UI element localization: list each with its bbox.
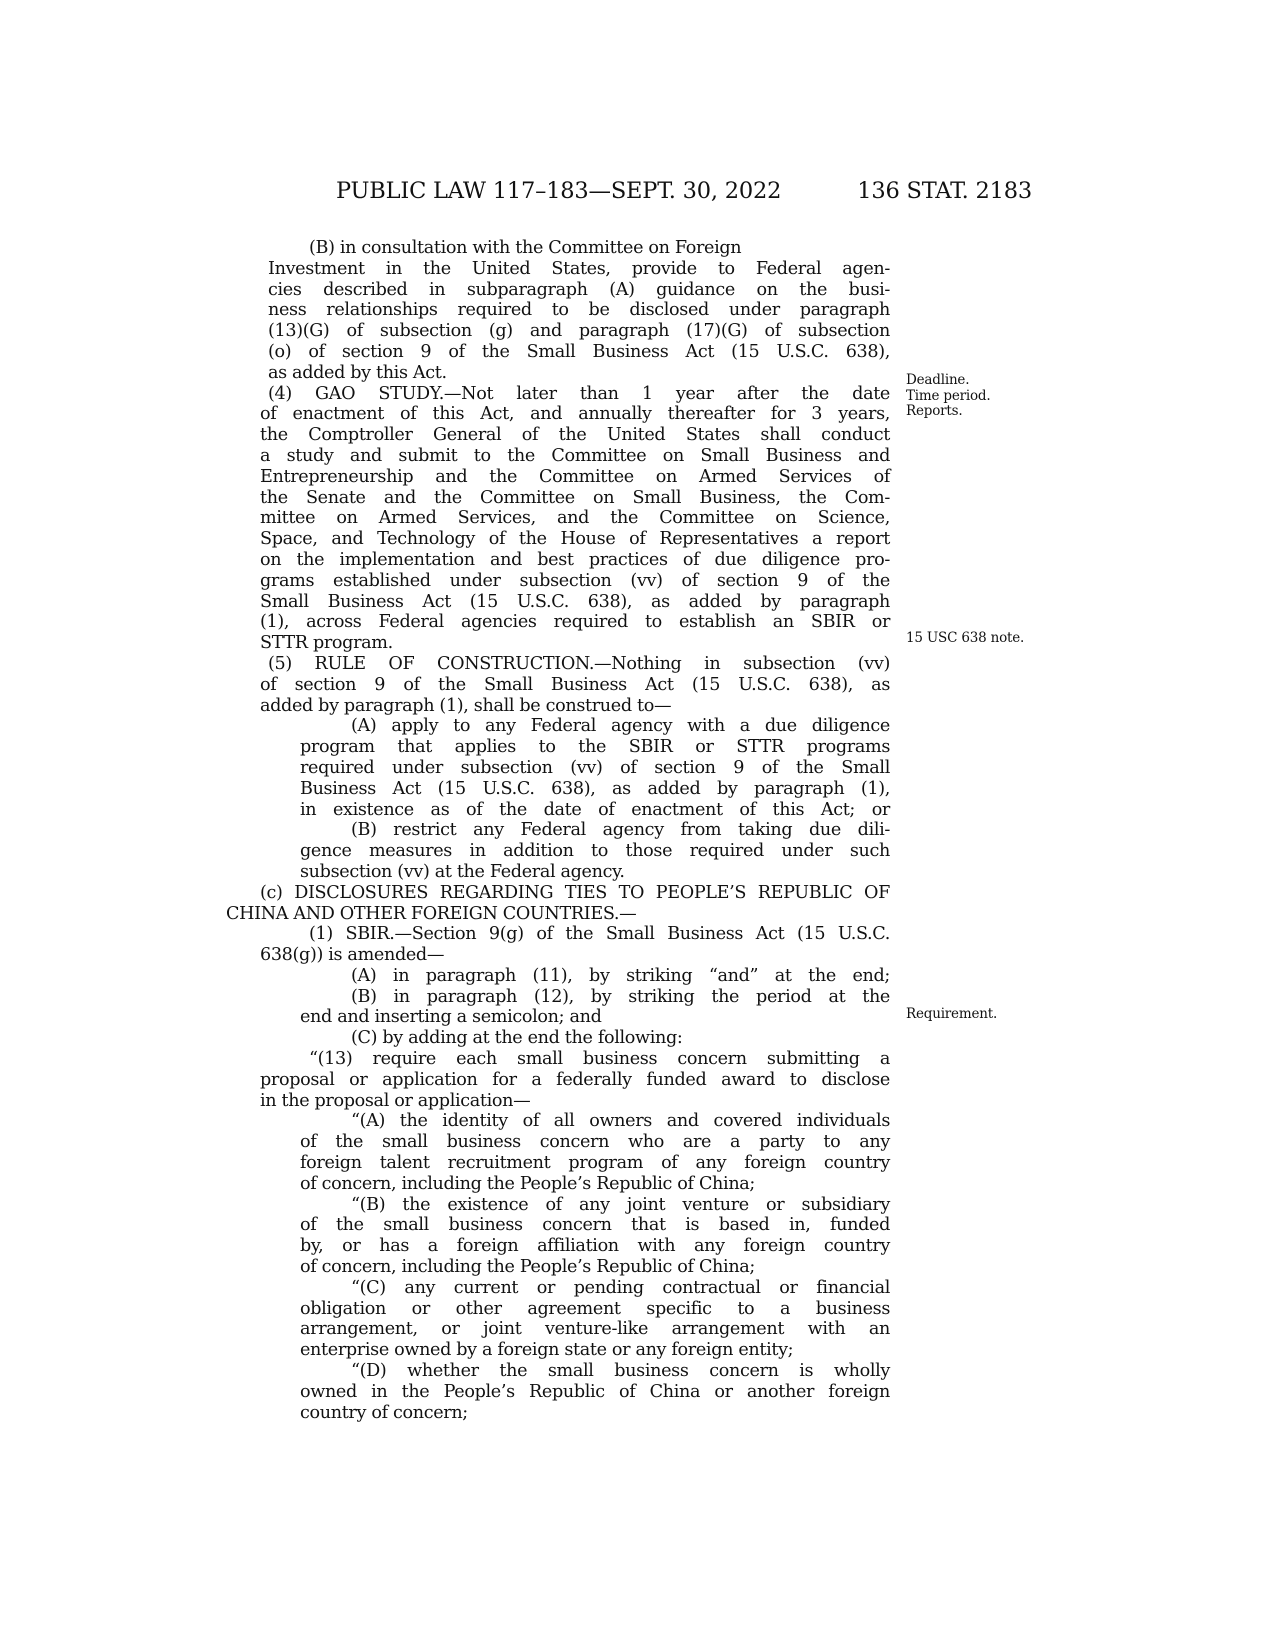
text-line: required under subsection (vv) of section 9 of the Small	[300, 757, 890, 778]
text-line: (A) in paragraph (11), by striking “and” at the end;	[351, 965, 890, 986]
text-line: STTR program.	[260, 633, 393, 654]
text-line: the Comptroller General of the United States shall conduct	[260, 425, 890, 446]
text-line: Business Act (15 U.S.C. 638), as added by paragraph (1),	[300, 778, 890, 799]
text-line: (4) GAO STUDY.—Not later than 1 year after the date	[268, 383, 890, 404]
margin-note-line: 15 USC 638 note.	[906, 630, 1025, 646]
law-title: PUBLIC LAW 117–183—SEPT. 30, 2022	[336, 178, 782, 204]
text-line: foreign talent recruitment program of any foreign country	[300, 1153, 890, 1174]
text-line: gence measures in addition to those required under such	[300, 841, 890, 862]
text-line: (1) SBIR.—Section 9(g) of the Small Business Act (15 U.S.C.	[309, 924, 890, 945]
text-line: “(C) any current or pending contractual or financial	[351, 1277, 890, 1298]
text-line: as added by this Act.	[268, 362, 447, 383]
margin-note-line: Deadline.	[906, 372, 970, 388]
text-line: enterprise owned by a foreign state or any foreign entity;	[300, 1340, 794, 1361]
text-line: (5) RULE OF CONSTRUCTION.—Nothing in subsection (vv)	[268, 653, 890, 674]
text-line: a study and submit to the Committee on Small Business and	[260, 445, 890, 466]
text-line: subsection (vv) at the Federal agency.	[300, 861, 625, 882]
text-line: “(A) the identity of all owners and covered individuals	[351, 1111, 890, 1132]
section-heading: CHINA AND OTHER FOREIGN COUNTRIES.—	[226, 903, 637, 924]
text-line: (B) in paragraph (12), by striking the period at the	[351, 986, 890, 1007]
margin-note-usc	[906, 631, 1036, 647]
document-body	[226, 238, 890, 1423]
text-line: grams established under subsection (vv) of section 9 of the	[260, 570, 890, 591]
text-line: Space, and Technology of the House of Representatives a report	[260, 529, 890, 550]
text-line: country of concern;	[300, 1402, 468, 1423]
text-line: end and inserting a semicolon; and	[300, 1007, 602, 1028]
margin-note-deadline	[906, 373, 1036, 420]
text-line: of concern, including the People’s Republic of China;	[300, 1173, 756, 1194]
text-line: “(D) whether the small business concern is wholly	[351, 1361, 890, 1382]
text-line: of section 9 of the Small Business Act (15 U.S.C. 638), as	[260, 674, 890, 695]
text-line: “(B) the existence of any joint venture or subsidiary	[351, 1194, 890, 1215]
text-line: added by paragraph (1), shall be construed to—	[260, 695, 672, 716]
text-line: in existence as of the date of enactment of this Act; or	[300, 799, 890, 820]
text-line: obligation or other agreement specific to a business	[300, 1298, 890, 1319]
text-line: cies described in subparagraph (A) guidance on the busi-	[268, 279, 890, 300]
text-line: owned in the People’s Republic of China or another foreign	[300, 1381, 890, 1402]
text-line: (1), across Federal agencies required to establish an SBIR or	[260, 612, 890, 633]
text-line: Small Business Act (15 U.S.C. 638), as added by paragraph	[260, 591, 890, 612]
text-line: 638(g)) is amended—	[260, 945, 445, 966]
margin-note-line: Reports.	[906, 403, 963, 419]
text-line: on the implementation and best practices of due diligence pro-	[260, 549, 890, 570]
text-line: proposal or application for a federally funded award to disclose	[260, 1069, 890, 1090]
section-heading: (c) DISCLOSURES REGARDING TIES TO PEOPLE’S REPUBLIC OF	[260, 882, 890, 903]
text-line: of concern, including the People’s Republic of China;	[300, 1257, 756, 1278]
margin-note-requirement	[906, 1007, 1036, 1023]
text-line: the Senate and the Committee on Small Business, the Com-	[260, 487, 890, 508]
text-line: Entrepreneurship and the Committee on Armed Services of	[260, 466, 890, 487]
text-line: “(13) require each small business concern submitting a	[309, 1049, 890, 1070]
page-header	[336, 178, 1032, 218]
text-line: in the proposal or application—	[260, 1090, 531, 1111]
statute-page-number: 136 STAT. 2183	[857, 178, 1032, 204]
margin-note-line: Time period.	[906, 387, 991, 404]
text-line: program that applies to the SBIR or STTR programs	[300, 737, 890, 758]
text-line: (B) in consultation with the Committee on Foreign	[309, 238, 742, 258]
text-line: by, or has a foreign affiliation with any foreign country	[300, 1236, 890, 1257]
text-line: (A) apply to any Federal agency with a due diligence	[351, 716, 890, 737]
text-line: mittee on Armed Services, and the Committee on Science,	[260, 508, 890, 529]
text-line: (C) by adding at the end the following:	[351, 1028, 683, 1049]
text-line: (o) of section 9 of the Small Business Act (15 U.S.C. 638),	[268, 341, 890, 362]
text-line: of the small business concern that is based in, funded	[300, 1215, 890, 1236]
text-line: of enactment of this Act, and annually thereafter for 3 years,	[260, 404, 890, 425]
margin-note-line: Requirement.	[906, 1006, 998, 1022]
text-line: (13)(G) of subsection (g) and paragraph (17)(G) of subsection	[268, 321, 890, 342]
text-line: of the small business concern who are a party to any	[300, 1132, 890, 1153]
text-line: arrangement, or joint venture-like arrangement with an	[300, 1319, 890, 1340]
text-line: (B) restrict any Federal agency from taking due dili-	[351, 820, 890, 841]
text-line: ness relationships required to be disclosed under paragraph	[268, 300, 890, 321]
text-line: Investment in the United States, provide to Federal agen-	[268, 258, 890, 279]
